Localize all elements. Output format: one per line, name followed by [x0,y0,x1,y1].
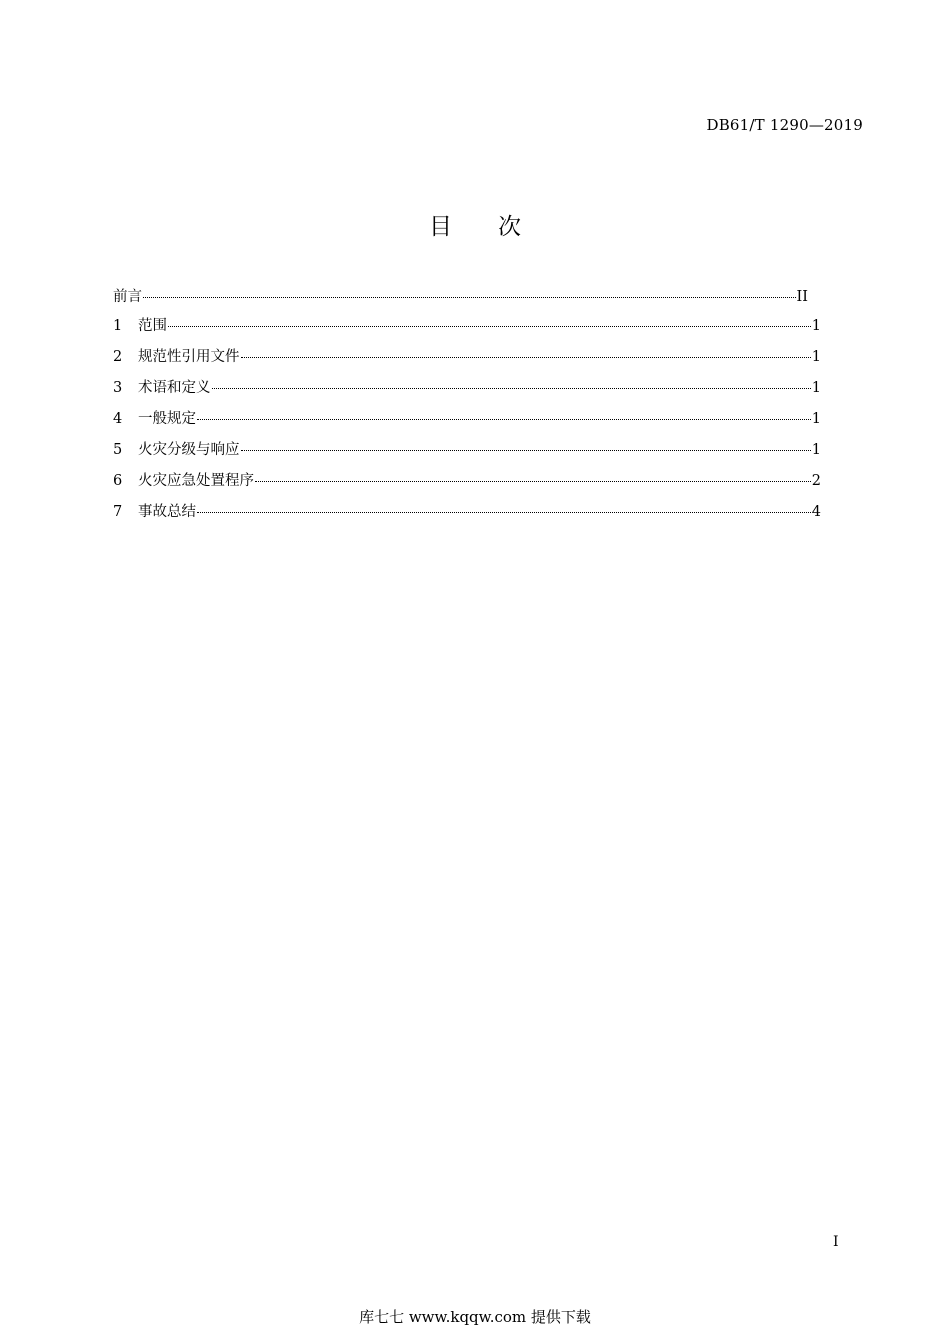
toc-entry-number: 5 [113,442,123,458]
toc-dot-leader [168,326,811,327]
toc-entry-2[interactable] [113,346,821,377]
toc-dot-leader [212,388,811,389]
toc-entry-number: 2 [113,349,123,365]
document-code: DB61/T 1290—2019 [706,116,863,134]
toc-entry-page: 1 [811,318,821,334]
table-of-contents [113,286,821,532]
toc-entry-label: 一般规定 [138,411,196,427]
toc-dot-leader [241,357,811,358]
toc-entry-page: 1 [811,411,821,427]
toc-entry-foreword[interactable] [113,286,808,315]
toc-entry-page: 1 [811,380,821,396]
toc-entry-7[interactable] [113,501,821,532]
toc-entry-number: 1 [113,318,123,334]
toc-entry-label: 火灾应急处置程序 [138,473,254,489]
toc-dot-leader [143,297,796,298]
toc-entry-6[interactable] [113,470,821,501]
toc-entry-5[interactable] [113,439,821,470]
toc-entry-label: 范围 [138,318,167,334]
page-title: 目次 [429,214,567,240]
toc-entry-page: 1 [811,349,821,365]
toc-entry-label: 规范性引用文件 [138,349,240,365]
toc-entry-1[interactable] [113,315,821,346]
toc-dot-leader [197,512,811,513]
toc-entry-label: 事故总结 [138,504,196,520]
toc-entry-page: 1 [811,442,821,458]
toc-entry-number: 6 [113,473,123,489]
toc-entry-label: 火灾分级与响应 [138,442,240,458]
toc-entry-3[interactable] [113,377,821,408]
download-source-note: 库七七 www.kqqw.com 提供下载 [359,1308,591,1326]
toc-dot-leader [197,419,811,420]
toc-entry-page: 4 [811,504,821,520]
toc-entry-label: 术语和定义 [138,380,211,396]
toc-entry-number: 4 [113,411,123,427]
toc-entry-number: 7 [113,504,123,520]
page-number: I [833,1234,839,1250]
toc-dot-leader [255,481,811,482]
toc-entry-4[interactable] [113,408,821,439]
toc-dot-leader [241,450,811,451]
toc-entry-page: 2 [811,473,821,489]
toc-entry-number: 3 [113,380,123,396]
toc-entry-page: II [796,289,808,305]
toc-entry-label: 前言 [113,289,142,305]
